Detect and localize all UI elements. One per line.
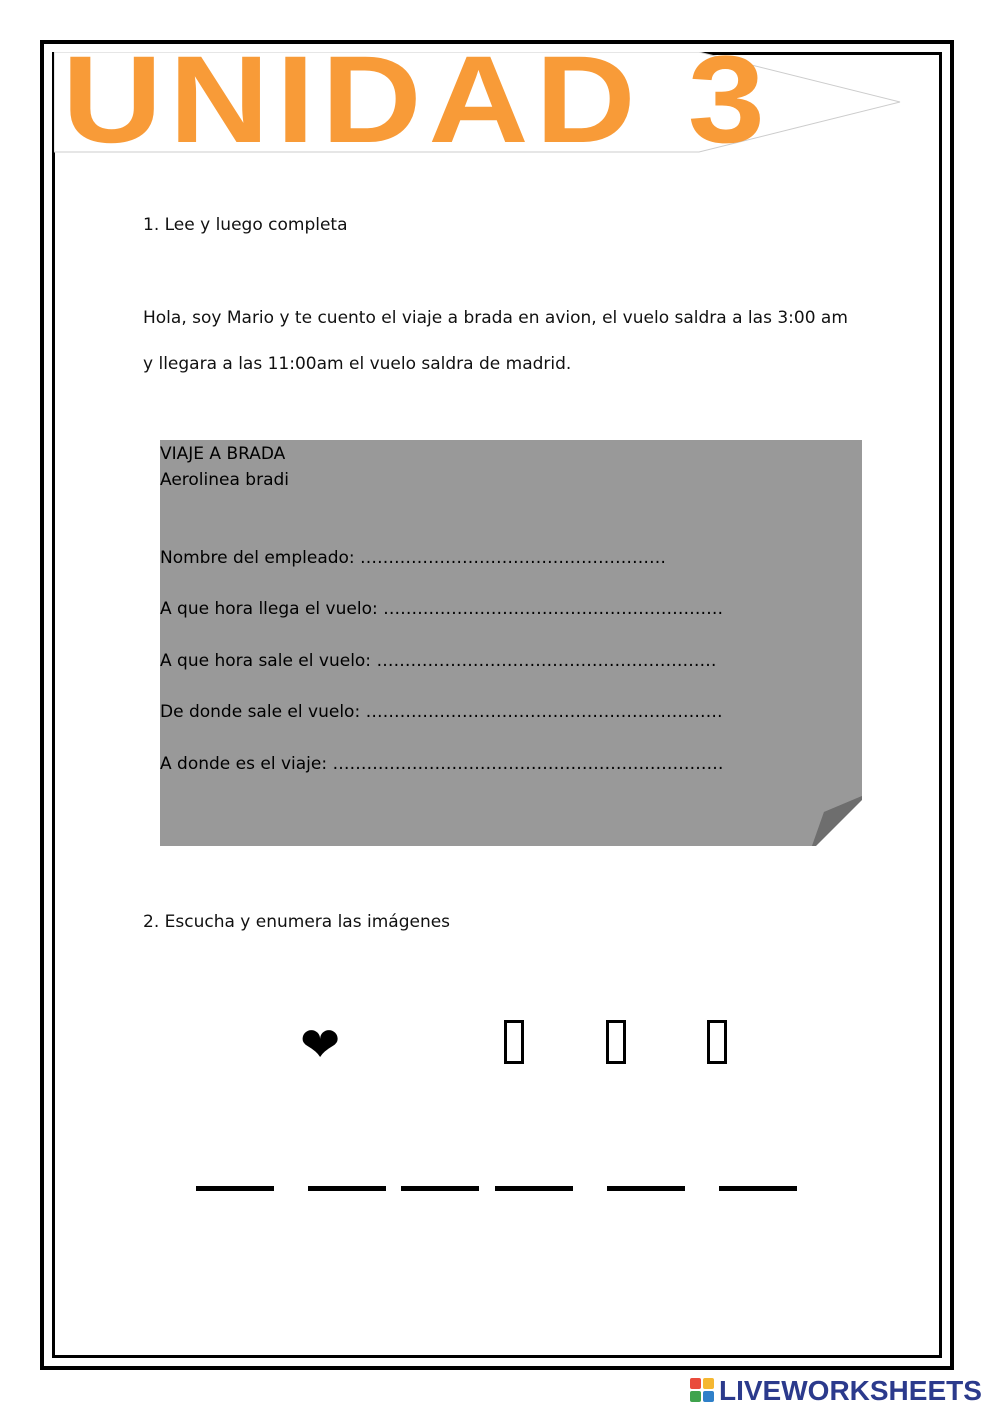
field-employee-name[interactable]: Nombre del empleado: ……………………………………………… xyxy=(160,548,667,568)
field-departure-place[interactable]: De donde sale el vuelo: ……………………………………………………… xyxy=(160,702,723,722)
flight-ticket-card xyxy=(160,440,862,846)
heart-icon: ❤ xyxy=(300,1017,341,1073)
liveworksheets-logo xyxy=(690,1374,982,1408)
answer-blank-1[interactable] xyxy=(196,1186,274,1191)
liveworksheets-brand-text: LIVEWORKSHEETS xyxy=(719,1375,982,1406)
field-arrival-time[interactable]: A que hora llega el vuelo: …………………………………………………… xyxy=(160,599,724,619)
exercise-1-paragraph-line-2: y llegara a las 11:00am el vuelo saldra de madrid. xyxy=(143,354,572,374)
field-departure-time[interactable]: A que hora sale el vuelo: …………………………………………………… xyxy=(160,651,717,671)
unit-title: UNIDAD 3 xyxy=(62,31,772,169)
liveworksheets-logo-icon xyxy=(690,1378,716,1404)
answer-blank-3[interactable] xyxy=(401,1186,479,1191)
missing-glyph-icon xyxy=(606,1020,626,1064)
answer-blank-6[interactable] xyxy=(719,1186,797,1191)
exercise-2-heading: 2. Escucha y enumera las imágenes xyxy=(143,912,451,932)
exercise-1-heading: 1. Lee y luego completa xyxy=(143,215,348,235)
answer-blank-2[interactable] xyxy=(308,1186,386,1191)
ticket-title: VIAJE A BRADA xyxy=(160,444,286,464)
answer-blank-5[interactable] xyxy=(607,1186,685,1191)
missing-glyph-icon xyxy=(707,1020,727,1064)
ticket-airline: Aerolinea bradi xyxy=(160,470,290,490)
missing-glyph-icon xyxy=(504,1020,524,1064)
ticket-background xyxy=(160,440,862,846)
answer-blank-4[interactable] xyxy=(495,1186,573,1191)
field-destination[interactable]: A donde es el viaje: …………………………………………………………… xyxy=(160,754,724,774)
exercise-1-paragraph-line-1: Hola, soy Mario y te cuento el viaje a brada en avion, el vuelo saldra a las 3:00 am xyxy=(143,308,848,328)
